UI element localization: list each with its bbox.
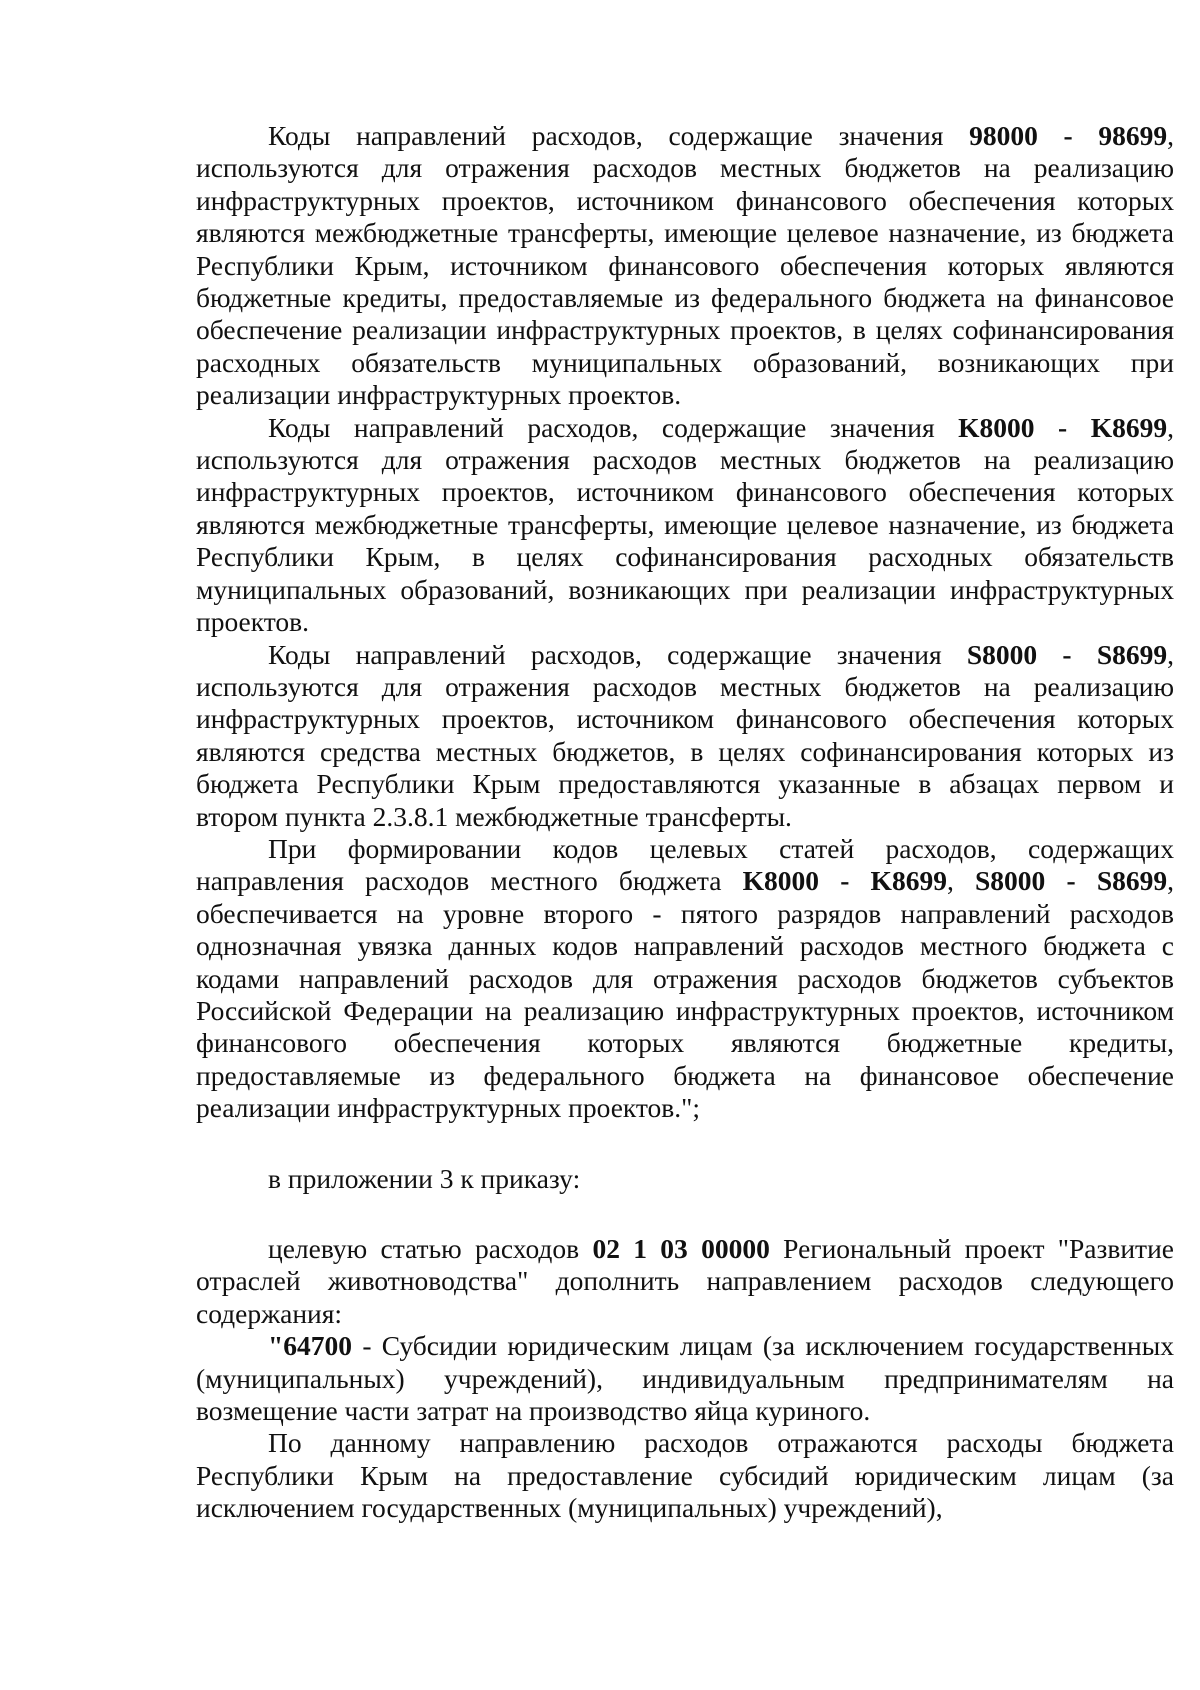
paragraph-expense-description: По данному направлению расходов отражаются расходы бюджета Республики Крым на предоставление субсидий юридическим лицам (за исключением государственных (муниципальных) учреждений), <box>196 1427 1174 1524</box>
paragraph-codes-s8000: Коды направлений расходов, содержащие значения S8000 - S8699, используются для отражения расходов местных бюджетов на реализацию инфраструктурных проектов, источником финансового обеспечения которых являются средства местных бюджетов, в целях софинансирования которых из бюджета Республики Крым предоставляются указанные в абзацах первом и втором пункта 2.3.8.1 межбюджетные трансферты. <box>196 638 1174 832</box>
code-range: S8000 - S8699 <box>975 865 1168 897</box>
spacer <box>196 1195 1174 1233</box>
paragraph-target-article: целевую статью расходов 02 1 03 00000 Региональный проект "Развитие отраслей животноводства" дополнить направлением расходов следующего содержания: <box>196 1233 1174 1329</box>
expense-code: "64700 <box>268 1330 353 1362</box>
code-range: K8000 - K8699 <box>742 865 947 897</box>
spacer <box>196 1125 1174 1163</box>
paragraph-target-codes-formation: При формировании кодов целевых статей расходов, содержащих направления расходов местного бюджета K8000 - K8699, S8000 - S8699, обеспечивается на уровне второго - пятого разрядов направлений расходов однозначная увязка данных кодов направлений расходов местного бюджета с кодами направлений расходов для отражения расходов бюджетов субъектов Российской Федерации на реализацию инфраструктурных проектов, источником финансового обеспечения которых являются бюджетные кредиты, предоставляемые из федерального бюджета на финансовое обеспечение реализации инфраструктурных проектов."; <box>196 832 1174 1124</box>
code-range: S8000 - S8699 <box>966 638 1168 670</box>
paragraph-expense-entry: "64700 - Субсидии юридическим лицам (за исключением государственных (муниципальных) учреждений), индивидуальным предпринимателям на возмещение части затрат на производство яйца куриного. <box>196 1330 1174 1427</box>
code-range: K8000 - K8699 <box>958 411 1168 443</box>
appendix-line: в приложении 3 к приказу: <box>268 1162 581 1194</box>
code-range: 98000 - 98699 <box>969 120 1168 151</box>
paragraph-codes-98000: Коды направлений расходов, содержащие значения 98000 - 98699, используются для отражения расходов местных бюджетов на реализацию инфраструктурных проектов, источником финансового обеспечения которых являются межбюджетные трансферты, имеющие целевое назначение, из бюджета Республики Крым, источником финансового обеспечения которых являются бюджетные кредиты, предоставляемые из федерального бюджета на финансовое обеспечение реализации инфраструктурных проектов, в целях софинансирования расходных обязательств муниципальных образований, возникающих при реализации инфраструктурных проектов. <box>196 120 1174 411</box>
target-article-code: 02 1 03 00000 <box>592 1233 770 1264</box>
paragraph-codes-k8000: Коды направлений расходов, содержащие значения K8000 - K8699, используются для отражения расходов местных бюджетов на реализацию инфраструктурных проектов, источником финансового обеспечения которых являются межбюджетные трансферты, имеющие целевое назначение, из бюджета Республики Крым, в целях софинансирования расходных обязательств муниципальных образований, возникающих при реализации инфраструктурных проектов. <box>196 411 1174 638</box>
document-page <box>196 120 1174 1525</box>
